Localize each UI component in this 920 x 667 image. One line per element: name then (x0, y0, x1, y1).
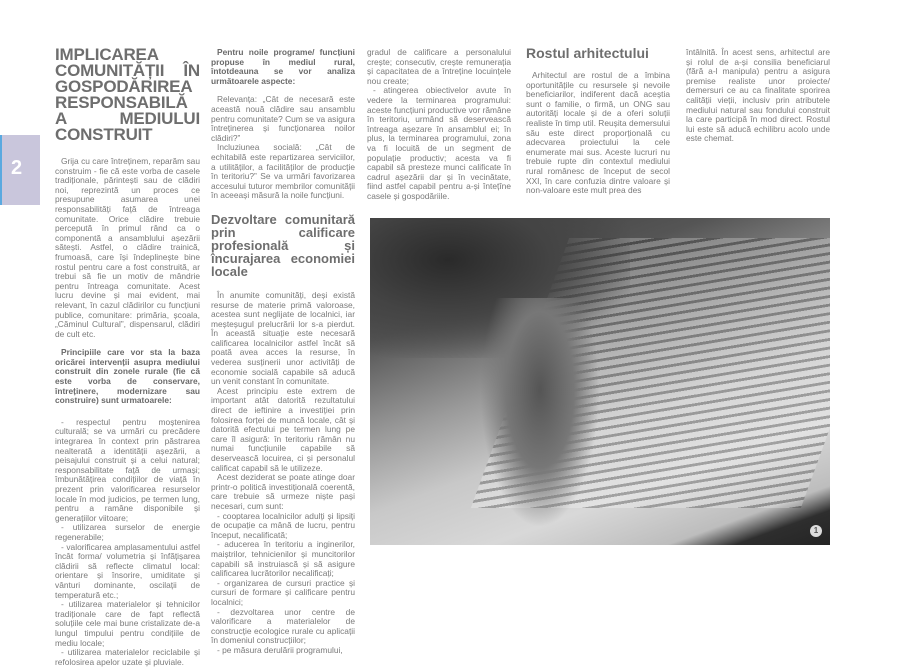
photo-number-badge: 1 (810, 525, 822, 537)
list-item: - utilizarea materialelor reciclabile și refolosirea apelor uzate și pluviale. (55, 647, 200, 667)
list-item: - cooptarea localnicilor adulți și lipsiți de ocupație ca mână de lucru, pentru început, necalificată; (211, 510, 355, 540)
column-3 (367, 48, 511, 202)
section-tab (0, 135, 40, 205)
bold-paragraph: Pentru noile programe/ funcțiuni propuse în mediul rural, întotdeauna se vor analiza următoarele aspecte: (211, 47, 355, 86)
list-item: - dezvoltarea unor centre de valorificare a materialelor de construcție ecologice rurale cu aplicații în domeniul construcțiilor; (211, 606, 355, 646)
paragraph: gradul de calificare a personalului crește; consecutiv, crește remunerația și capacitatea de a întreține locuințele nou create; (367, 47, 511, 86)
main-title: IMPLICAREA COMUNITĂȚII ÎN GOSPODĂRIREA RESPONSABILĂ A MEDIULUI CONSTRUIT (55, 45, 200, 144)
column-2 (211, 48, 355, 655)
paragraph: întâlnită. În acest sens, arhitectul are și rolul de a-și consilia beneficiarul (fără a-l manipula) pentru a asigura premise realiste unor proiecte/ demersuri ce au ca finalitate sporirea calității vieții, inclusiv prin atributele mediului natural sau fondului construit la care participă în mod direct. Rostul lui este să aducă echilibru acolo unde este chemat. (686, 47, 830, 144)
paragraph: - atingerea obiectivelor avute în vedere la terminarea programului: aceste funcțiuni productive vor rămâne în teritoriu, urmând să deservească întreaga așezare în ansamblul ei; în plus, la terminarea programului, zona va fi locuită de un segment de populație productiv; acesta va fi capabil să presteze munci calificate în cadrul așezării dar și în vecinătate, fiind astfel capabil pentru a-și întețîne casele și gospodăriile. (367, 85, 511, 201)
photo-worker (480, 298, 600, 528)
list-item: - utilizarea surselor de energie regenerabile; (55, 522, 200, 542)
paragraph: Incluziunea socială: „Cât de echitabilă este repartizarea serviciilor, a utilităților, a facilităților de producție în teritoriu?” Se va urmări favorizarea accesului tuturor membrilor comunității în aceeași măsură la noile funcțiuni. (211, 142, 355, 201)
paragraph: Relevanța: „Cât de necesară este această nouă clădire sau ansamblu pentru comunitate? Cum se va asigura întreținerea și funcționarea noilor clădiri?” (211, 94, 355, 143)
section-heading: Dezvoltare comunitară prin calificare profesională și încurajarea economiei locale (211, 211, 355, 279)
list-item: - organizarea de cursuri practice și cursuri de formare și calificare pentru localnici; (211, 577, 355, 607)
column-5 (686, 48, 830, 144)
list-item: - valorificarea amplasamentului astfel încât forma/ volumetria și înfățișarea clădirii să reflecte climatul local: orientare și însorire, umiditate și vânturi dominante, oscilații de temperatură etc.; (55, 541, 200, 600)
photo-roof-worker (370, 218, 830, 545)
list-item: - pe măsura derulării programului, (217, 644, 343, 655)
list-item: - respectul pentru moștenirea culturală; se va urmări cu precădere integrarea în context prin păstrarea nealterată a identității așezării, a peisajului construit și a celui natural; responsabilitate față de urmași; îmbunătățirea condițiilor de viață în prezent prin valorificarea resurselor locale în mod judicios, pe termen lung, pentru a ramâne disponibile și generațiilor viitoare; (55, 416, 200, 523)
list-item: - aducerea în teritoriu a inginerilor, maiștrilor, tehnicienilor și muncitorilor capabili să instruiască și să asigure calificarea lucrătorilor necalificați; (211, 539, 355, 579)
paragraph: Acest deziderat se poate atinge doar printr-o politică investițională coerentă, care trebuie să urmeze niște pași necesari, cum sunt: (211, 472, 355, 511)
column-1 (55, 47, 200, 667)
bold-paragraph: Principiile care vor sta la baza oricărei intervenții asupra mediului construit din zonele rurale (fie că este vorba de conservare, întreținere, modernizare sau construire) sunt urmatoarele: (55, 347, 200, 406)
paragraph: Arhitectul are rostul de a îmbina oportunitățile cu resursele și nevoile beneficiarilor, indiferent dacă aceștia sunt o familie, o firmă, un ONG sau autorități locale și de a oferi soluții realiste în timp util. Reușita demersului său este direct proporțională cu adecvarea proiectului la cele enumerate mai sus. Aceste lucruri nu trebuie rupte din contextul mediului rural românesc de început de secol XXI, în care confuzia dintre valoare și non-valoare este mult prea des (526, 70, 670, 196)
paragraph: Acest principiu este extrem de important atât datorită rezultatului direct de ieftinire a investiției prin folosirea forței de muncă locale, cât și datorită efectului pe termen lung pe care îl asigură: în teritoriu rămân nu numai funcțiunile capabile să deservească locuirea, ci și personalul calificat capabil să le utilizeze. (211, 385, 355, 473)
section-heading: Rostul arhitectului (526, 45, 649, 61)
paragraph: Grija cu care întreținem, reparăm sau construim - fie că este vorba de casele tradiționale, părintești sau de clădiri noi, reprezintă un proces ce presupune asumarea unei responsabilități față de întreaga comunitate. Orice clădire trebuie percepută în primul rând ca o componentă a ansamblului așezării sătești. Astfel, o clădire trainică, frumoasă, care își îndeplinește bine rostul pentru care a fost construită, ar trebui să fie un motiv de mândrie pentru întreaga comunitate. Acest lucru devine și mai evident, mai relevant, în cazul clădirilor cu funcțiuni publice, comunitare: primăria, școala, „Căminul Cultural”, dispensarul, clădiri de cult etc. (55, 156, 200, 339)
column-4 (526, 47, 670, 196)
section-number: 2 (11, 157, 23, 179)
paragraph: În anumite comunități, deși există resurse de materie primă valoroase, acestea sunt neglijate de localnici, iar meșteșugul prelucrării lor s-a pierdut. În această situație este necesară calificarea localnicilor astfel încât să poată avea acces la resurse, în vederea susținerii unor activități de economie socială capabile să aducă un venit constant în comunitate. (211, 289, 355, 387)
list-item: - utilizarea materialelor și tehnicilor tradiționale care de fapt reflectă soluțiile cele mai bune cristalizate de-a lungul timpului pentru condițiile de mediu locale; (55, 599, 200, 648)
